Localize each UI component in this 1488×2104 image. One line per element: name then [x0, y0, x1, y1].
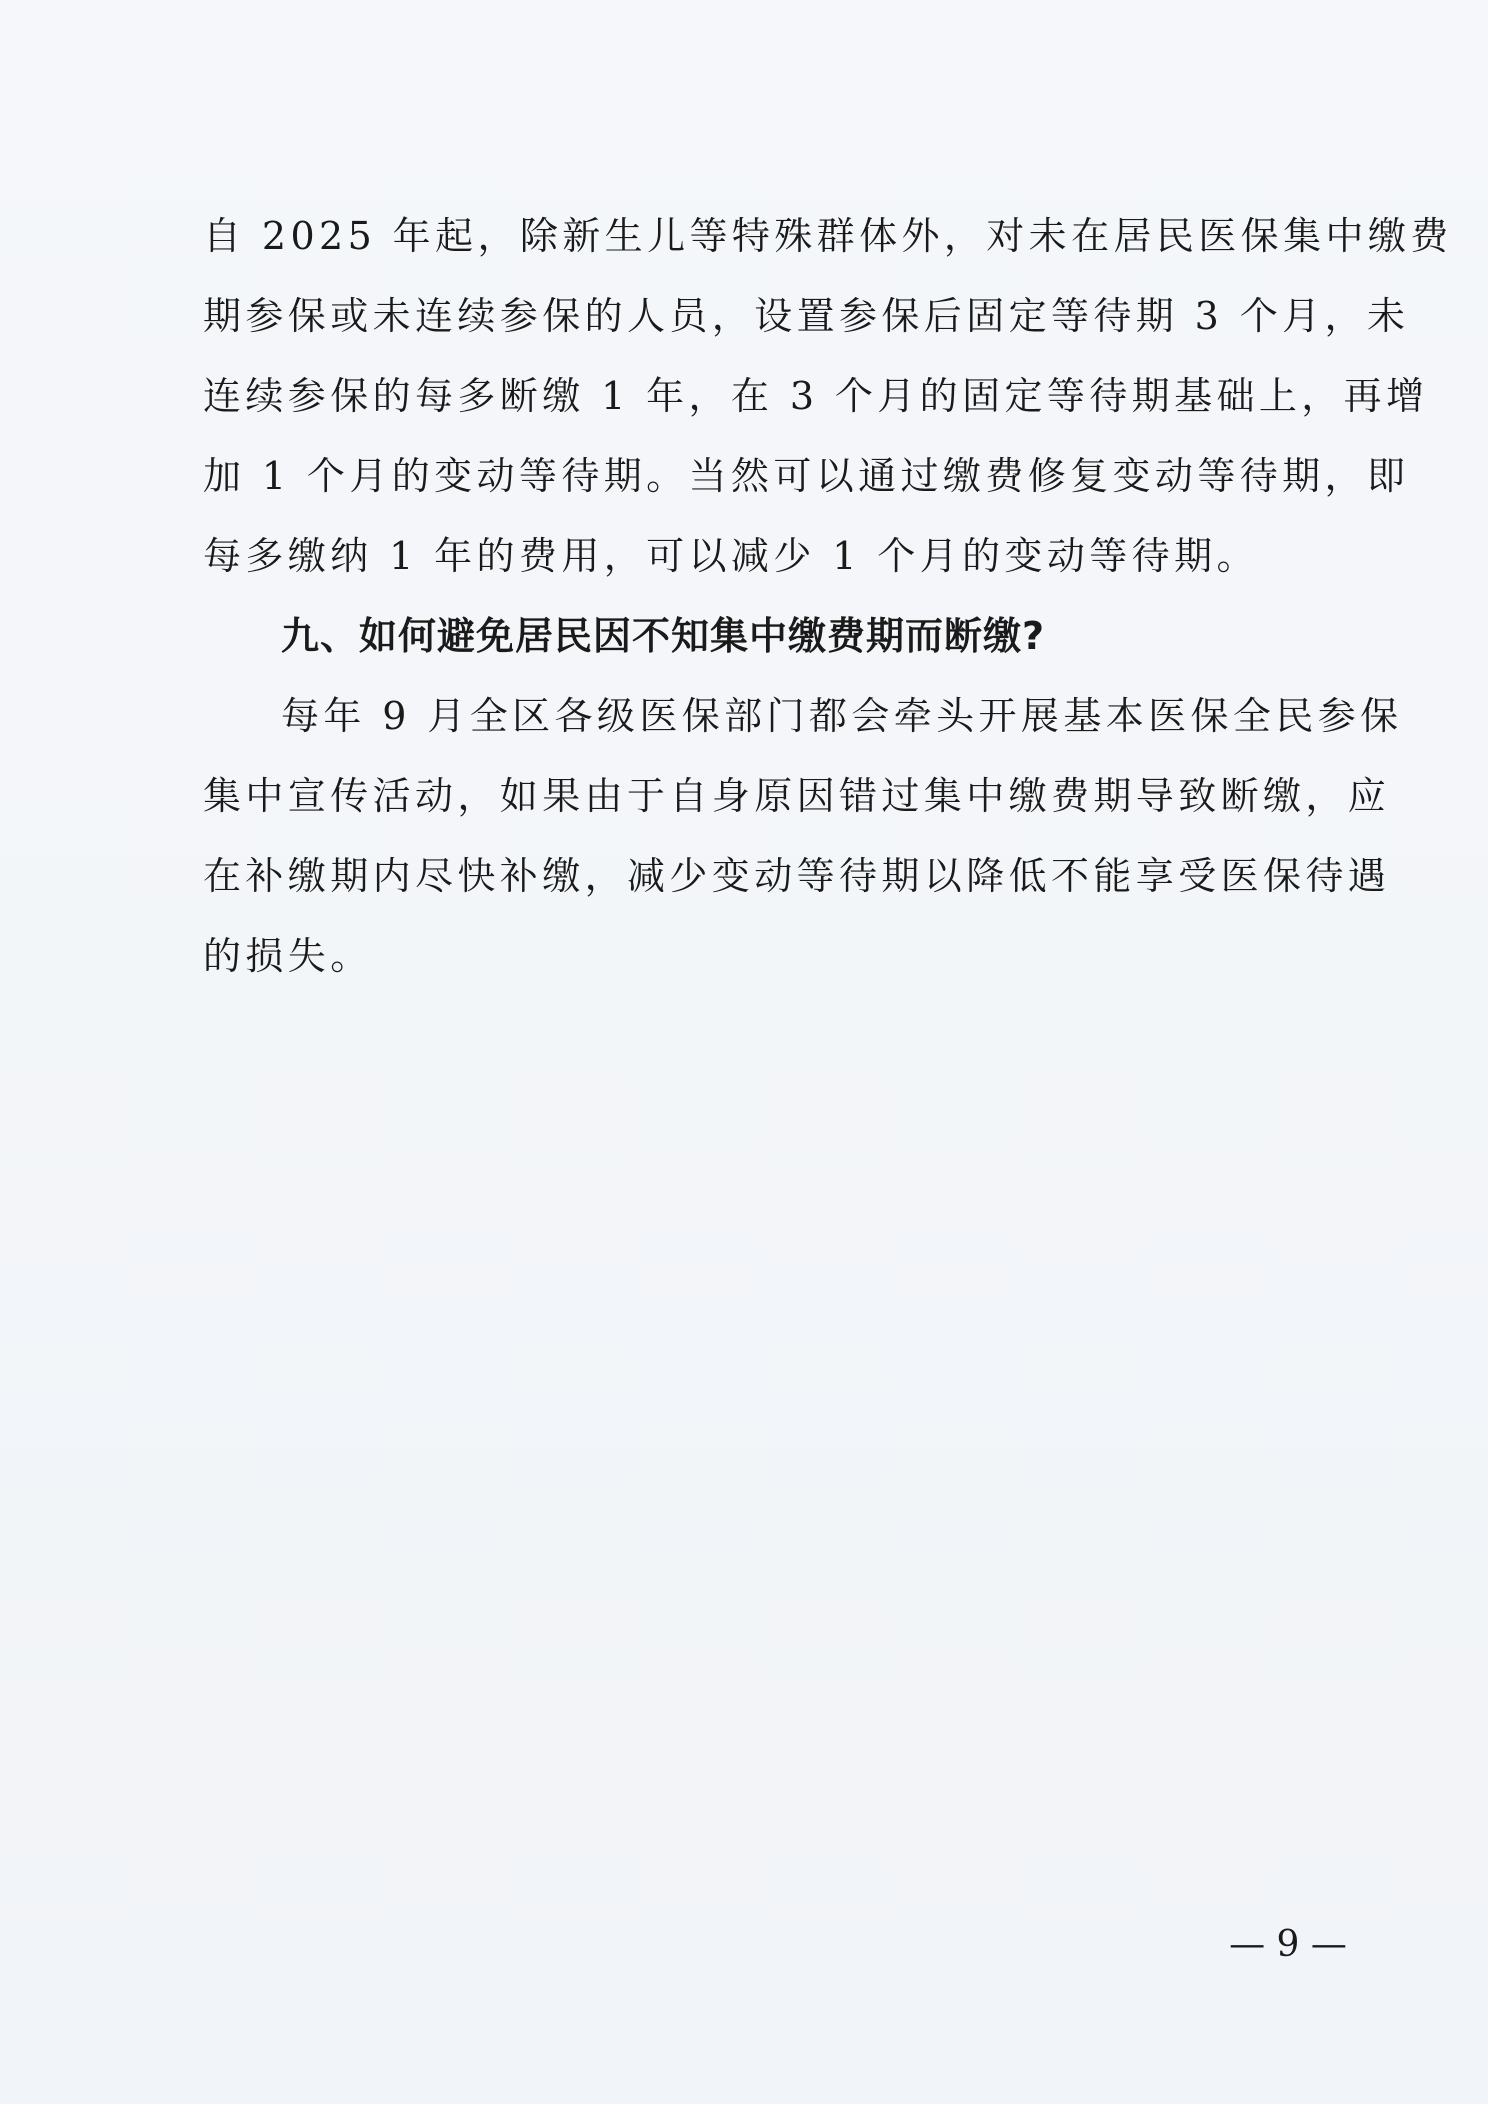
paragraph-line: 自 2025 年起，除新生儿等特殊群体外，对未在居民医保集中缴费 [203, 214, 1453, 258]
paragraph-publicity [203, 676, 1403, 996]
paragraph-line: 期参保或未连续参保的人员，设置参保后固定等待期 3 个月，未 [203, 294, 1410, 338]
paragraph-line: 每多缴纳 1 年的费用，可以减少 1 个月的变动等待期。 [203, 534, 1259, 578]
page-number: — 9 — [1229, 1924, 1347, 1965]
section-heading: 九、如何避免居民因不知集中缴费期而断缴? [281, 614, 1046, 658]
paragraph-line: 每年 9 月全区各级医保部门都会牵头开展基本医保全民参保 [281, 694, 1403, 738]
paragraph-line: 的损失。 [203, 934, 373, 978]
paragraph-line: 加 1 个月的变动等待期。当然可以通过缴费修复变动等待期，即 [203, 454, 1410, 498]
paragraph-line: 连续参保的每多断缴 1 年，在 3 个月的固定等待期基础上，再增 [203, 374, 1429, 418]
paragraph-waiting-period [203, 196, 1453, 596]
body-text [203, 196, 1453, 996]
paragraph-line: 在补缴期内尽快补缴，减少变动等待期以降低不能享受医保待遇 [203, 854, 1391, 898]
paragraph-line: 集中宣传活动，如果由于自身原因错过集中缴费期导致断缴，应 [203, 774, 1391, 818]
